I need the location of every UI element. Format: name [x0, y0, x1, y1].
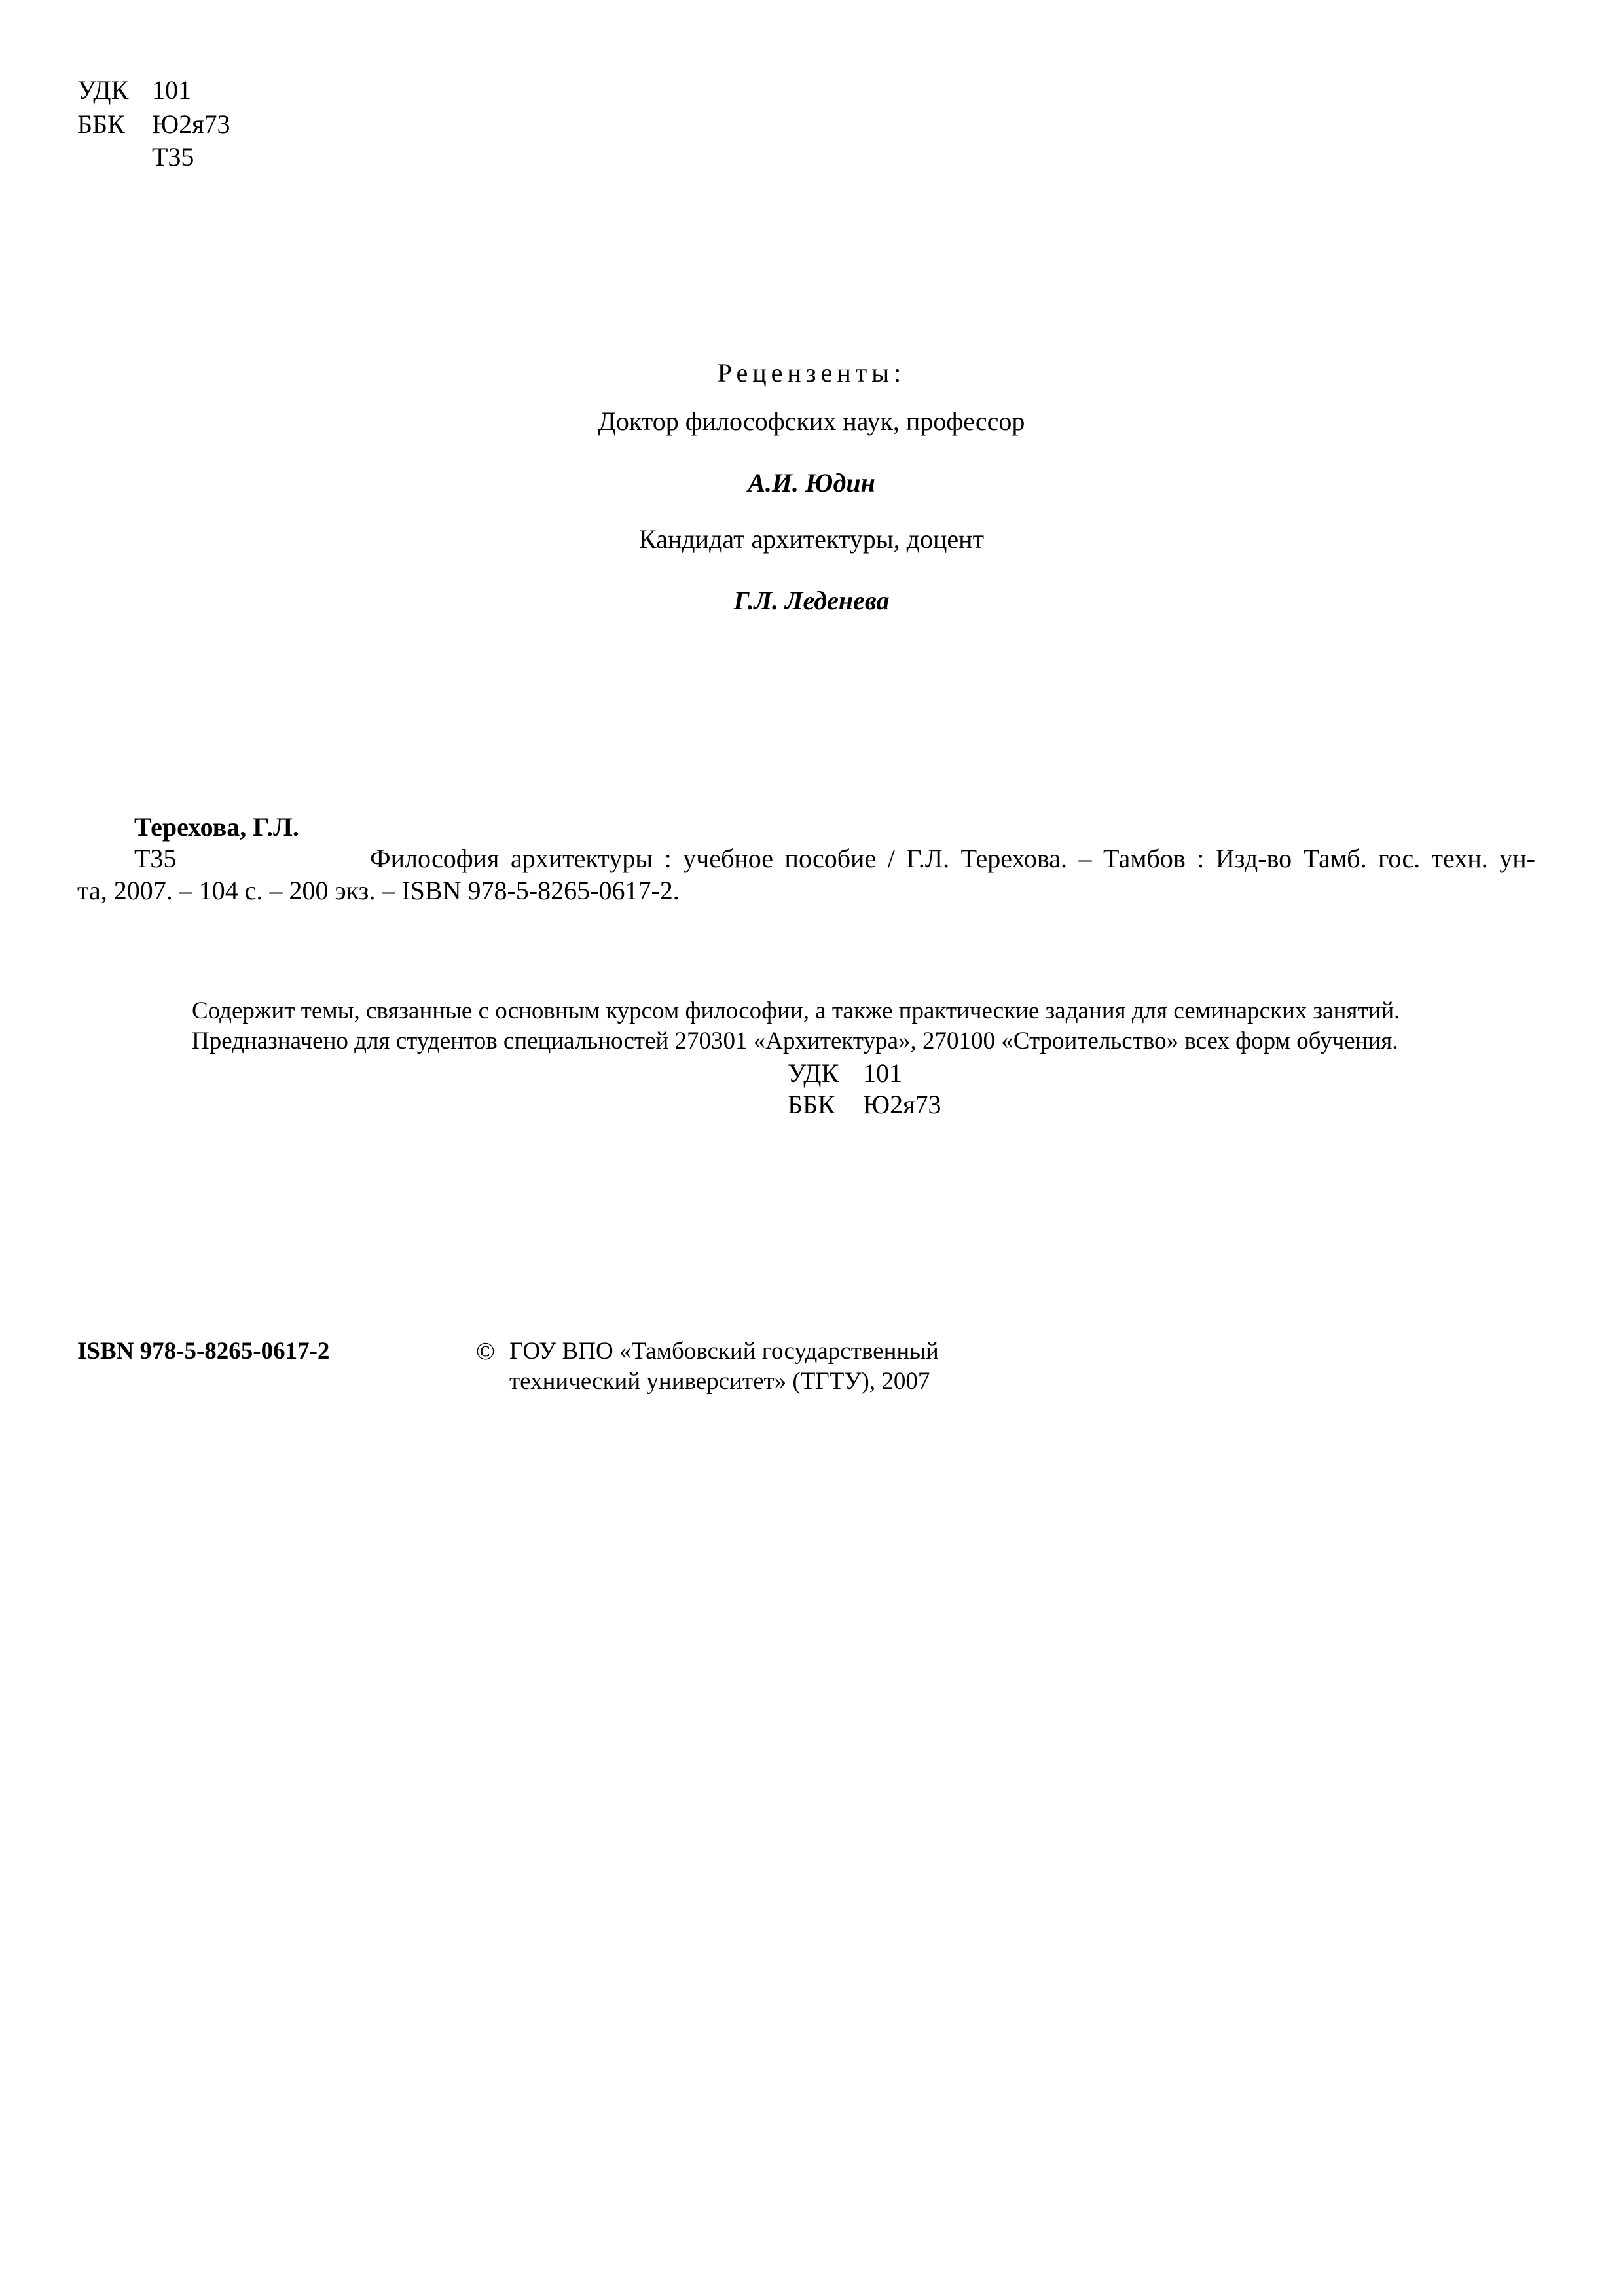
bbk-value: Ю2я73	[152, 109, 230, 139]
copyright-line1: ГОУ ВПО «Тамбовский государственный	[509, 1338, 939, 1365]
annotation-bbk-value: Ю2я73	[863, 1090, 941, 1119]
udk-label: УДК	[77, 75, 129, 105]
isbn: ISBN 978-5-8265-0617-2	[77, 1338, 330, 1365]
reviewer2-name: Г.Л. Леденева	[733, 586, 890, 615]
copyright-line2: технический университет» (ТГТУ), 2007	[509, 1368, 930, 1395]
bibliographic-mark: Т35	[134, 844, 177, 873]
bbk-label: ББК	[77, 109, 125, 139]
reviewer1-name: А.И. Юдин	[748, 468, 875, 497]
reviewers-heading: Рецензенты:	[717, 358, 906, 387]
bibliographic-description-line2: та, 2007. – 104 с. – 200 экз. – ISBN 978-5-8265-0617-2.	[77, 876, 680, 905]
annotation-line2: Предназначено для студентов специальностей 270301 «Архитектура», 270100 «Строительство» всех форм обучения.	[192, 1028, 1398, 1054]
reviewer2-title: Кандидат архитектуры, доцент	[638, 524, 985, 554]
annotation-udk-label: УДК	[788, 1058, 839, 1088]
annotation-line1: Содержит темы, связанные с основным курсом философии, а также практические задания для семинарских занятий.	[192, 997, 1400, 1024]
bibliographic-description-line1: Философия архитектуры : учебное пособие / Г.Л. Терехова. – Тамбов : Изд-во Тамб. гос. техн. ун-	[370, 844, 1535, 873]
annotation-udk-value: 101	[863, 1058, 902, 1088]
author-mark: Т35	[152, 142, 194, 171]
udk-value: 101	[152, 75, 191, 105]
reviewer1-title: Доктор философских наук, профессор	[598, 406, 1025, 436]
author-heading: Терехова, Г.Л.	[134, 812, 299, 842]
annotation-bbk-label: ББК	[788, 1090, 835, 1119]
copyright-symbol: ©	[476, 1338, 495, 1365]
